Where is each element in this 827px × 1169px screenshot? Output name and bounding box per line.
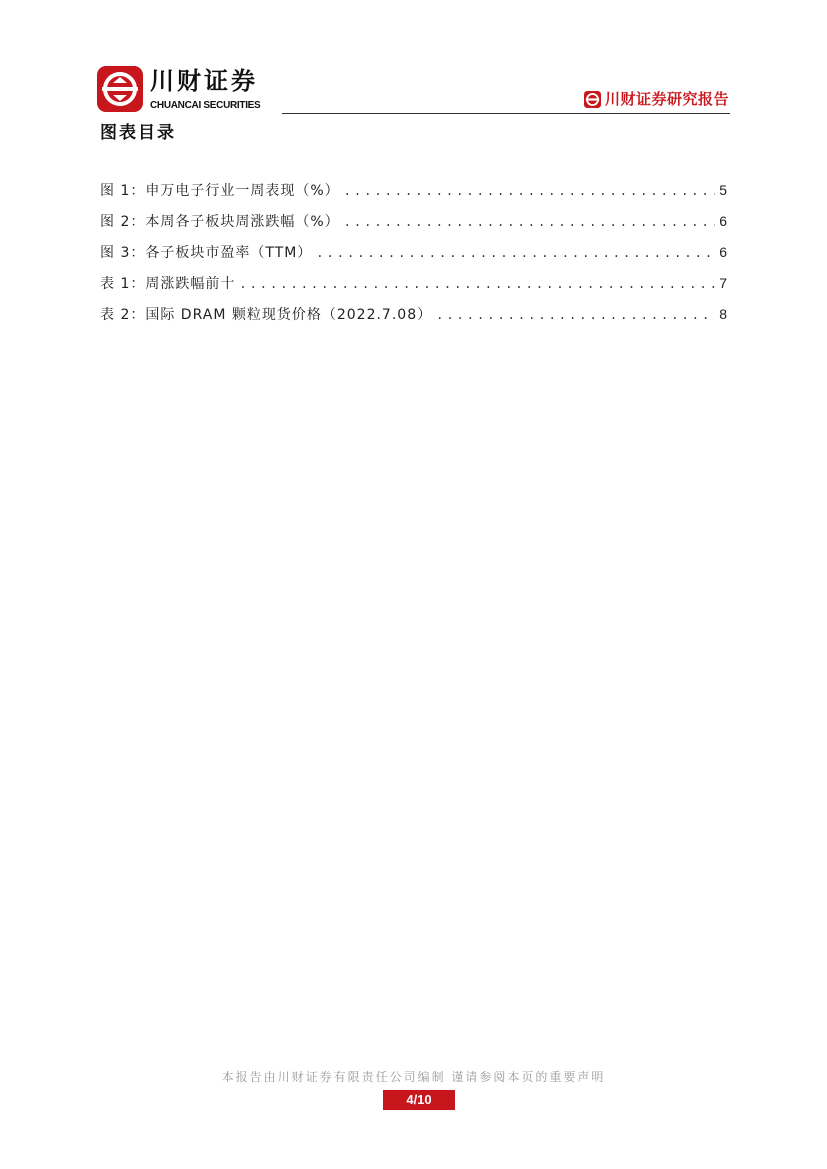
toc-leader-dots xyxy=(239,277,715,291)
toc-entry-label: 图 1：申万电子行业一周表现（%） xyxy=(100,183,340,199)
toc-entry[interactable] xyxy=(100,304,727,335)
toc-entry[interactable] xyxy=(100,273,727,304)
toc-leader-dots xyxy=(344,215,716,229)
toc-entry-label: 图 3：各子板块市盈率（TTM） xyxy=(100,245,313,261)
brand-name-en: CHUANCAI SECURITIES xyxy=(150,100,261,111)
brand-name-cn: 川财证券 xyxy=(150,67,258,95)
toc-leader-dots xyxy=(316,246,715,260)
report-label-text: 川财证券研究报告 xyxy=(604,90,729,108)
toc-entry-page: 7 xyxy=(719,275,727,291)
report-label xyxy=(584,90,729,108)
toc-entry-page: 6 xyxy=(719,213,727,229)
toc-entry-label: 表 2：国际 DRAM 颗粒现货价格（2022.7.08） xyxy=(100,307,433,323)
toc-leader-dots xyxy=(436,308,715,322)
toc-leader-dots xyxy=(344,184,716,198)
chuancai-mini-logo-icon xyxy=(584,91,601,108)
toc-entry[interactable] xyxy=(100,211,727,242)
page-number-badge: 4/10 xyxy=(383,1090,455,1110)
page-title: 图表目录 xyxy=(100,123,176,143)
figure-table-of-contents xyxy=(100,180,727,335)
chuancai-logo-icon xyxy=(97,66,143,112)
toc-entry-label: 图 2：本周各子板块周涨跌幅（%） xyxy=(100,214,340,230)
toc-entry-label: 表 1：周涨跌幅前十 xyxy=(100,276,236,292)
toc-entry[interactable] xyxy=(100,180,727,211)
toc-entry-page: 5 xyxy=(719,182,727,198)
header-divider xyxy=(282,113,730,114)
toc-entry-page: 8 xyxy=(719,306,727,322)
toc-entry[interactable] xyxy=(100,242,727,273)
toc-entry-page: 6 xyxy=(719,244,727,260)
footer-disclaimer: 本报告由川财证券有限责任公司编制 谨请参阅本页的重要声明 xyxy=(221,1070,606,1084)
